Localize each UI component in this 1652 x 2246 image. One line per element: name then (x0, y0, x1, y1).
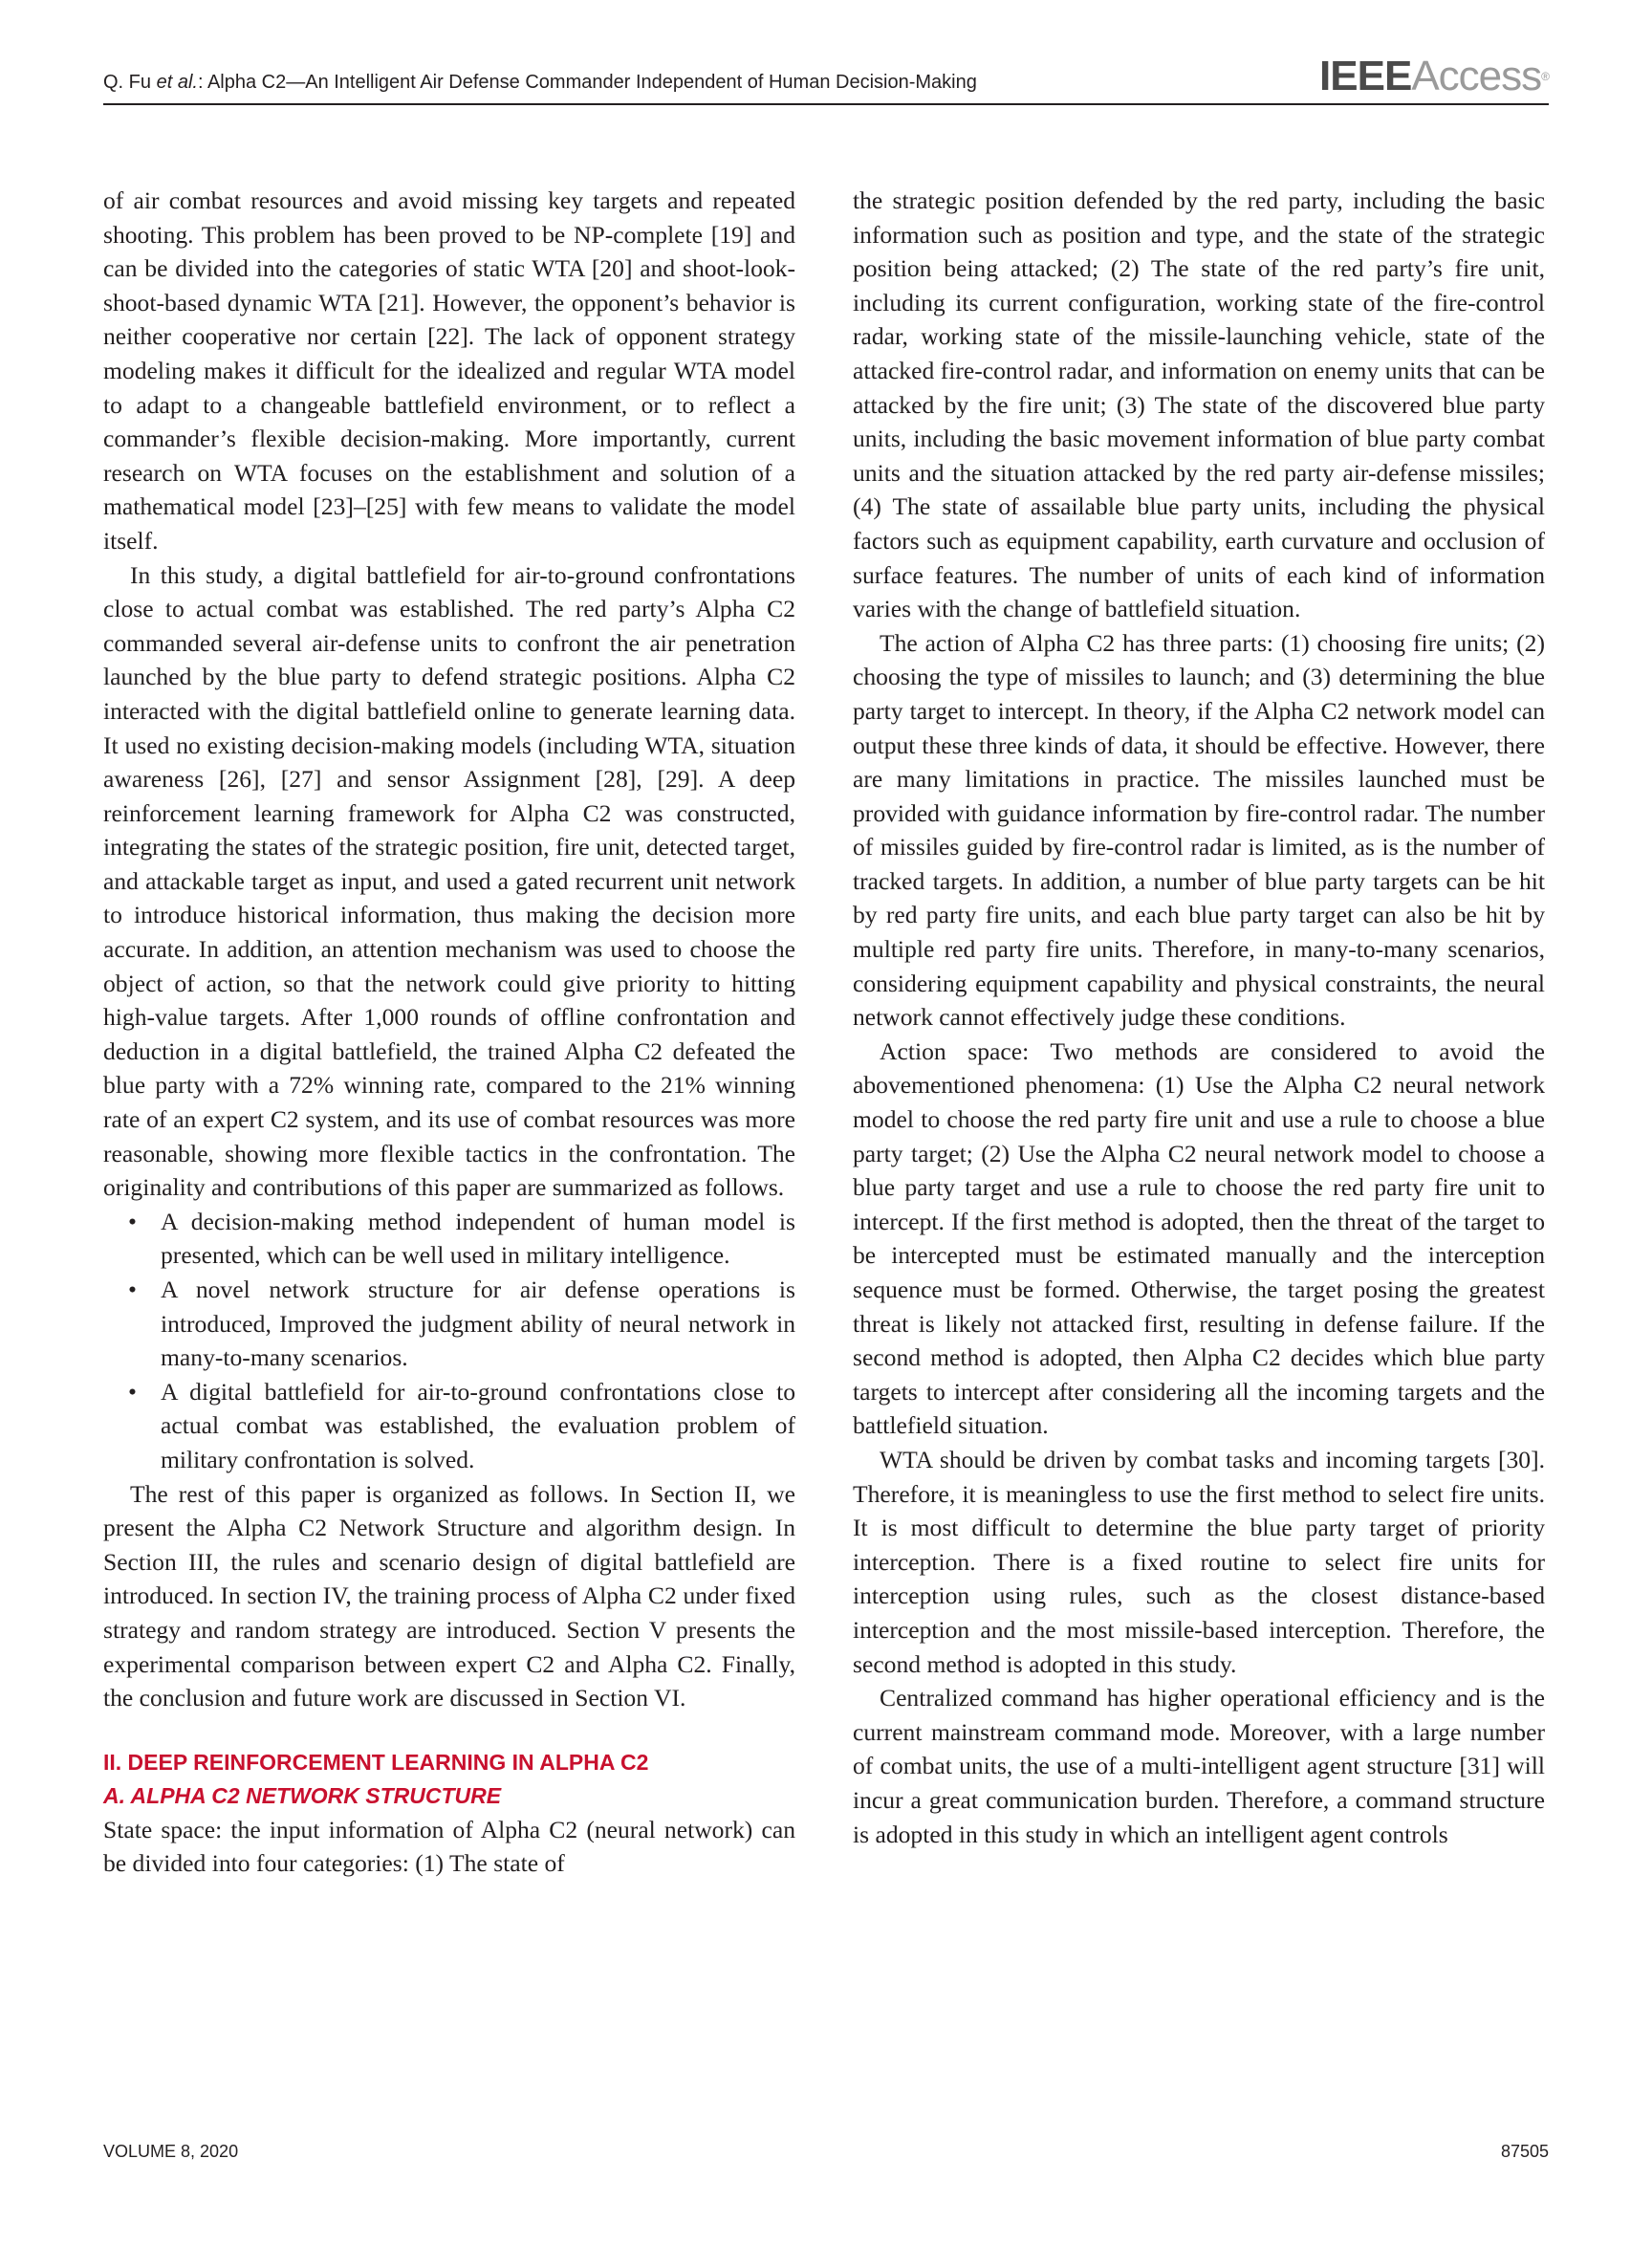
list-item (103, 1273, 795, 1375)
right-column (853, 184, 1545, 1851)
list-item (103, 1205, 795, 1273)
list-item (103, 1375, 795, 1477)
paragraph: the strategic position defended by the red party, including the basic information such as position and type, and the state of the strategic position being attacked; (2) The state of the red party’s fire unit, including its current configuration, working state of the fire-control radar, working state of the missile-launching vehicle, state of the attacked fire-control radar, and information on enemy units that can be attacked by the fire unit; (3) The state of the discovered blue party units, including the basic movement information of blue party combat units and the situation attacked by the red party air-defense missiles; (4) The state of assailable blue party units, including the physical factors such as equipment capability, earth curvature and occlusion of surface features. The number of units of each kind of information varies with the change of battlefield situation. (853, 186, 1545, 623)
bullet-icon: • (128, 1207, 137, 1235)
ieee-access-logo (1319, 55, 1549, 98)
page-footer (103, 2142, 1549, 2170)
volume-label: VOLUME 8, 2020 (103, 2142, 239, 2161)
section-heading: II. DEEP REINFORCEMENT LEARNING IN ALPHA C2 (103, 1749, 649, 1775)
running-head-title: : Alpha C2—An Intelligent Air Defense Commander Independent of Human Decision-Making (197, 72, 977, 93)
paragraph: WTA should be driven by combat tasks and incoming targets [30]. Therefore, it is meaningless to use the first method to select fire units. It is most difficult to determine the blue party target of priority interception. There is a fixed routine to select fire units for interception using rules, such as the closest distance-based interception and the most missile-based interception. Therefore, the second method is adopted in this study. (853, 1445, 1545, 1678)
running-head (103, 72, 977, 94)
list-item-text: A digital battlefield for air-to-ground confrontations close to actual combat was established, the evaluation problem of military confrontation is solved. (161, 1377, 795, 1473)
paragraph: The action of Alpha C2 has three parts: (1) choosing fire units; (2) choosing the type of missiles to launch; and (3) determining the blue party target to intercept. In theory, if the Alpha C2 network model can output these three kinds of data, it should be effective. However, there are many limitations in practice. The missiles launched must be provided with guidance information by fire-control radar. The number of missiles guided by fire-control radar is limited, as is the number of tracked targets. In addition, a number of blue party targets can be hit by red party fire units, and each blue party target can also be hit by multiple red party fire units. Therefore, in many-to-many scenarios, considering equipment capability and physical constraints, the neural network cannot effectively judge these conditions. (853, 628, 1545, 1032)
left-column (103, 184, 795, 1881)
list-item-text: A novel network structure for air defense operations is introduced, Improved the judgment ability of neural network in many-to-many scenarios. (161, 1276, 795, 1372)
page-header (103, 54, 1549, 105)
paragraph: In this study, a digital battlefield for air-to-ground confrontations close to actual combat was established. The red party’s Alpha C2 commanded several air-defense units to confront the air penetration launched by the blue party to defend strategic positions. Alpha C2 interacted with the digital battlefield online to generate learning data. It used no existing decision-making models (including WTA, situation awareness [26], [27] and sensor Assignment [28], [29]. A deep reinforcement learning framework for Alpha C2 was constructed, integrating the states of the strategic position, fire unit, detected target, and attackable target as input, and used a gated recurrent unit network to introduce historical information, thus making the decision more accurate. In addition, an attention mechanism was used to choose the object of action, so that the network could give priority to hitting high-value targets. After 1,000 rounds of offline confrontation and deduction in a digital battlefield, the trained Alpha C2 defeated the blue party with a 72% winning rate, compared to the 21% winning rate of an expert C2 system, and its use of combat resources was more reasonable, showing more flexible tactics in the confrontation. The originality and contributions of this paper are summarized as follows. (103, 560, 795, 1202)
contributions-list (103, 1205, 795, 1477)
subsection-heading: A. ALPHA C2 NETWORK STRUCTURE (103, 1782, 502, 1808)
paragraph: Centralized command has higher operational efficiency and is the current mainstream command mode. Moreover, with a large number of combat units, the use of a multi-intelligent agent structure [31] will incur a great communication burden. Therefore, a command structure is adopted in this study in which an intelligent agent controls (853, 1684, 1545, 1848)
paragraph: Action space: Two methods are considered to avoid the abovementioned phenomena: (1) Use the Alpha C2 neural network model to choose the red party fire unit and use a rule to choose a blue party target; (2) Use the Alpha C2 neural network model to choose a blue party target and use a rule to choose the red party fire unit to intercept. If the first method is adopted, then the threat of the target to be intercepted must be estimated manually and the interception sequence must be formed. Otherwise, the target posing the greatest threat is likely not attacked first, resulting in defense failure. If the second method is adopted, then Alpha C2 decides which blue party targets to intercept after considering all the incoming targets and the battlefield situation. (853, 1036, 1545, 1440)
logo-trademark: ® (1541, 70, 1549, 83)
logo-ieee: IEEE (1319, 53, 1412, 99)
paragraph: of air combat resources and avoid missing key targets and repeated shooting. This problem has been proved to be NP-complete [19] and can be divided into the categories of static WTA [20] and shoot-look-shoot-based dynamic WTA [21]. However, the opponent’s behavior is neither cooperative nor certain [22]. The lack of opponent strategy modeling makes it difficult for the idealized and regular WTA model to adapt to a changeable battlefield environment, or to reflect a commander’s flexible decision-making. More importantly, current research on WTA focuses on the establishment and solution of a mathematical model [23]–[25] with few means to validate the model itself. (103, 186, 795, 555)
bullet-icon: • (128, 1377, 137, 1406)
list-item-text: A decision-making method independent of human model is presented, which can be well used in military intelligence. (161, 1207, 795, 1270)
paragraph: State space: the input information of Alpha C2 (neural network) can be divided into four categories: (1) The state of (103, 1815, 795, 1878)
running-head-authors: Q. Fu (103, 72, 157, 93)
bullet-icon: • (128, 1276, 137, 1303)
paragraph: The rest of this paper is organized as follows. In Section II, we present the Alpha C2 Network Structure and algorithm design. In Section III, the rules and scenario design of digital battlefield are introduced. In section IV, the training process of Alpha C2 under fixed strategy and random strategy are introduced. Section V presents the experimental comparison between expert C2 and Alpha C2. Finally, the conclusion and future work are discussed in Section VI. (103, 1479, 795, 1712)
logo-access: Access (1411, 53, 1542, 99)
page-number: 87505 (1500, 2142, 1549, 2161)
running-head-etal: et al. (156, 72, 198, 93)
